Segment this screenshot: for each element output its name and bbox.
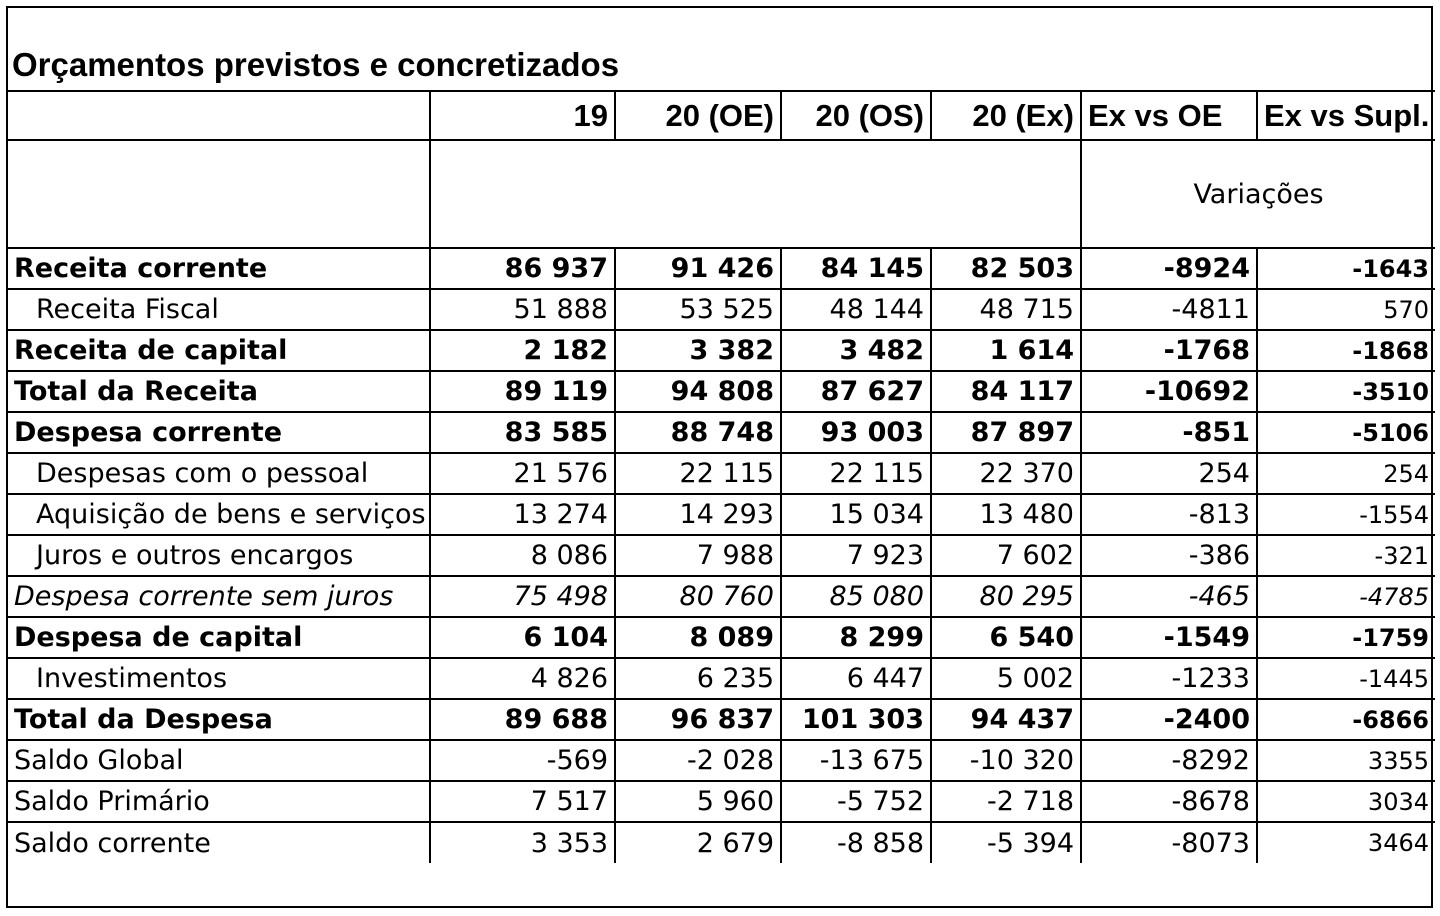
value-cell: 21 576 xyxy=(430,453,615,494)
value-cell: 570 xyxy=(1257,289,1435,330)
value-cell: -1768 xyxy=(1081,330,1257,371)
row-label: Despesa de capital xyxy=(8,617,430,658)
value-cell: -6866 xyxy=(1257,699,1435,740)
value-cell: 22 115 xyxy=(615,453,781,494)
row-label: Despesa corrente xyxy=(8,412,430,453)
table-row xyxy=(8,658,1435,699)
value-cell: 96 837 xyxy=(615,699,781,740)
value-cell: -5 752 xyxy=(781,781,931,822)
value-cell: 93 003 xyxy=(781,412,931,453)
value-cell: 3034 xyxy=(1257,781,1435,822)
value-cell: -2 718 xyxy=(931,781,1081,822)
value-cell: 94 437 xyxy=(931,699,1081,740)
value-cell: 5 960 xyxy=(615,781,781,822)
table-row xyxy=(8,781,1435,822)
row-label: Receita de capital xyxy=(8,330,430,371)
value-cell: 48 715 xyxy=(931,289,1081,330)
value-cell: -8073 xyxy=(1081,822,1257,863)
value-cell: 7 923 xyxy=(781,535,931,576)
header-cell: Ex vs OE xyxy=(1081,91,1257,140)
value-cell: -10 320 xyxy=(931,740,1081,781)
value-cell: 3 353 xyxy=(430,822,615,863)
value-cell: -3510 xyxy=(1257,371,1435,412)
value-cell: -5106 xyxy=(1257,412,1435,453)
value-cell: 8 086 xyxy=(430,535,615,576)
row-label: Despesas com o pessoal xyxy=(8,453,430,494)
value-cell: -321 xyxy=(1257,535,1435,576)
value-cell: -1549 xyxy=(1081,617,1257,658)
value-cell: 89 688 xyxy=(430,699,615,740)
header-row xyxy=(8,91,1435,140)
value-cell: 2 679 xyxy=(615,822,781,863)
value-cell: -1643 xyxy=(1257,248,1435,289)
row-label: Juros e outros encargos xyxy=(8,535,430,576)
row-label: Aquisição de bens e serviços xyxy=(8,494,430,535)
value-cell: 80 295 xyxy=(931,576,1081,617)
value-cell: 91 426 xyxy=(615,248,781,289)
value-cell: 87 897 xyxy=(931,412,1081,453)
value-cell: -10692 xyxy=(1081,371,1257,412)
table-row xyxy=(8,535,1435,576)
value-cell: -386 xyxy=(1081,535,1257,576)
table-row xyxy=(8,371,1435,412)
value-cell: -8924 xyxy=(1081,248,1257,289)
row-label: Receita corrente xyxy=(8,248,430,289)
value-cell: 5 002 xyxy=(931,658,1081,699)
value-cell: 3 482 xyxy=(781,330,931,371)
value-cell: 75 498 xyxy=(430,576,615,617)
value-cell: 22 370 xyxy=(931,453,1081,494)
value-cell: -4811 xyxy=(1081,289,1257,330)
value-cell: 22 115 xyxy=(781,453,931,494)
row-label: Saldo Global xyxy=(8,740,430,781)
value-cell: 84 145 xyxy=(781,248,931,289)
header-cell xyxy=(8,91,430,140)
value-cell: -1759 xyxy=(1257,617,1435,658)
value-cell: 2 182 xyxy=(430,330,615,371)
value-cell: 7 517 xyxy=(430,781,615,822)
header-cell: 19 xyxy=(430,91,615,140)
value-cell: 6 235 xyxy=(615,658,781,699)
budget-table xyxy=(8,90,1435,863)
table-row xyxy=(8,248,1435,289)
row-label: Receita Fiscal xyxy=(8,289,430,330)
value-cell: -8292 xyxy=(1081,740,1257,781)
value-cell: 88 748 xyxy=(615,412,781,453)
value-cell: 13 274 xyxy=(430,494,615,535)
table-row xyxy=(8,822,1435,863)
value-cell: 87 627 xyxy=(781,371,931,412)
value-cell: 1 614 xyxy=(931,330,1081,371)
value-cell: 6 104 xyxy=(430,617,615,658)
value-cell: 3464 xyxy=(1257,822,1435,863)
value-cell: 84 117 xyxy=(931,371,1081,412)
table-row xyxy=(8,576,1435,617)
value-cell: 6 447 xyxy=(781,658,931,699)
value-cell: -4785 xyxy=(1257,576,1435,617)
value-cell: 254 xyxy=(1257,453,1435,494)
row-label: Total da Receita xyxy=(8,371,430,412)
value-cell: -5 394 xyxy=(931,822,1081,863)
value-cell: 254 xyxy=(1081,453,1257,494)
blank-cell xyxy=(430,140,1081,248)
value-cell: 7 988 xyxy=(615,535,781,576)
value-cell: -8678 xyxy=(1081,781,1257,822)
table-row xyxy=(8,494,1435,535)
value-cell: -2 028 xyxy=(615,740,781,781)
value-cell: 82 503 xyxy=(931,248,1081,289)
value-cell: 94 808 xyxy=(615,371,781,412)
value-cell: 3 382 xyxy=(615,330,781,371)
value-cell: 101 303 xyxy=(781,699,931,740)
table-row xyxy=(8,330,1435,371)
table-row xyxy=(8,289,1435,330)
value-cell: -851 xyxy=(1081,412,1257,453)
value-cell: 80 760 xyxy=(615,576,781,617)
value-cell: 83 585 xyxy=(430,412,615,453)
value-cell: -8 858 xyxy=(781,822,931,863)
value-cell: 85 080 xyxy=(781,576,931,617)
table-row xyxy=(8,699,1435,740)
row-label: Despesa corrente sem juros xyxy=(8,576,430,617)
value-cell: 7 602 xyxy=(931,535,1081,576)
variations-row xyxy=(8,140,1435,248)
value-cell: -813 xyxy=(1081,494,1257,535)
header-cell: 20 (Ex) xyxy=(931,91,1081,140)
value-cell: -1868 xyxy=(1257,330,1435,371)
value-cell: -2400 xyxy=(1081,699,1257,740)
value-cell: 4 826 xyxy=(430,658,615,699)
variations-label: Variações xyxy=(1081,140,1435,248)
budget-table-container xyxy=(6,6,1433,908)
value-cell: 89 119 xyxy=(430,371,615,412)
blank-cell xyxy=(8,140,430,248)
table-row xyxy=(8,453,1435,494)
table-row xyxy=(8,412,1435,453)
row-label: Investimentos xyxy=(8,658,430,699)
table-row xyxy=(8,617,1435,658)
row-label: Saldo corrente xyxy=(8,822,430,863)
header-cell: Ex vs Supl. xyxy=(1257,91,1435,140)
row-label: Total da Despesa xyxy=(8,699,430,740)
value-cell: 3355 xyxy=(1257,740,1435,781)
value-cell: 51 888 xyxy=(430,289,615,330)
value-cell: -465 xyxy=(1081,576,1257,617)
value-cell: -13 675 xyxy=(781,740,931,781)
value-cell: 8 299 xyxy=(781,617,931,658)
table-row xyxy=(8,740,1435,781)
value-cell: 14 293 xyxy=(615,494,781,535)
table-title: Orçamentos previstos e concretizados xyxy=(12,46,620,83)
row-label: Saldo Primário xyxy=(8,781,430,822)
value-cell: 15 034 xyxy=(781,494,931,535)
value-cell: -1445 xyxy=(1257,658,1435,699)
value-cell: 48 144 xyxy=(781,289,931,330)
value-cell: 53 525 xyxy=(615,289,781,330)
header-cell: 20 (OS) xyxy=(781,91,931,140)
value-cell: -1233 xyxy=(1081,658,1257,699)
value-cell: 6 540 xyxy=(931,617,1081,658)
value-cell: -569 xyxy=(430,740,615,781)
value-cell: 86 937 xyxy=(430,248,615,289)
header-cell: 20 (OE) xyxy=(615,91,781,140)
value-cell: 13 480 xyxy=(931,494,1081,535)
value-cell: -1554 xyxy=(1257,494,1435,535)
value-cell: 8 089 xyxy=(615,617,781,658)
